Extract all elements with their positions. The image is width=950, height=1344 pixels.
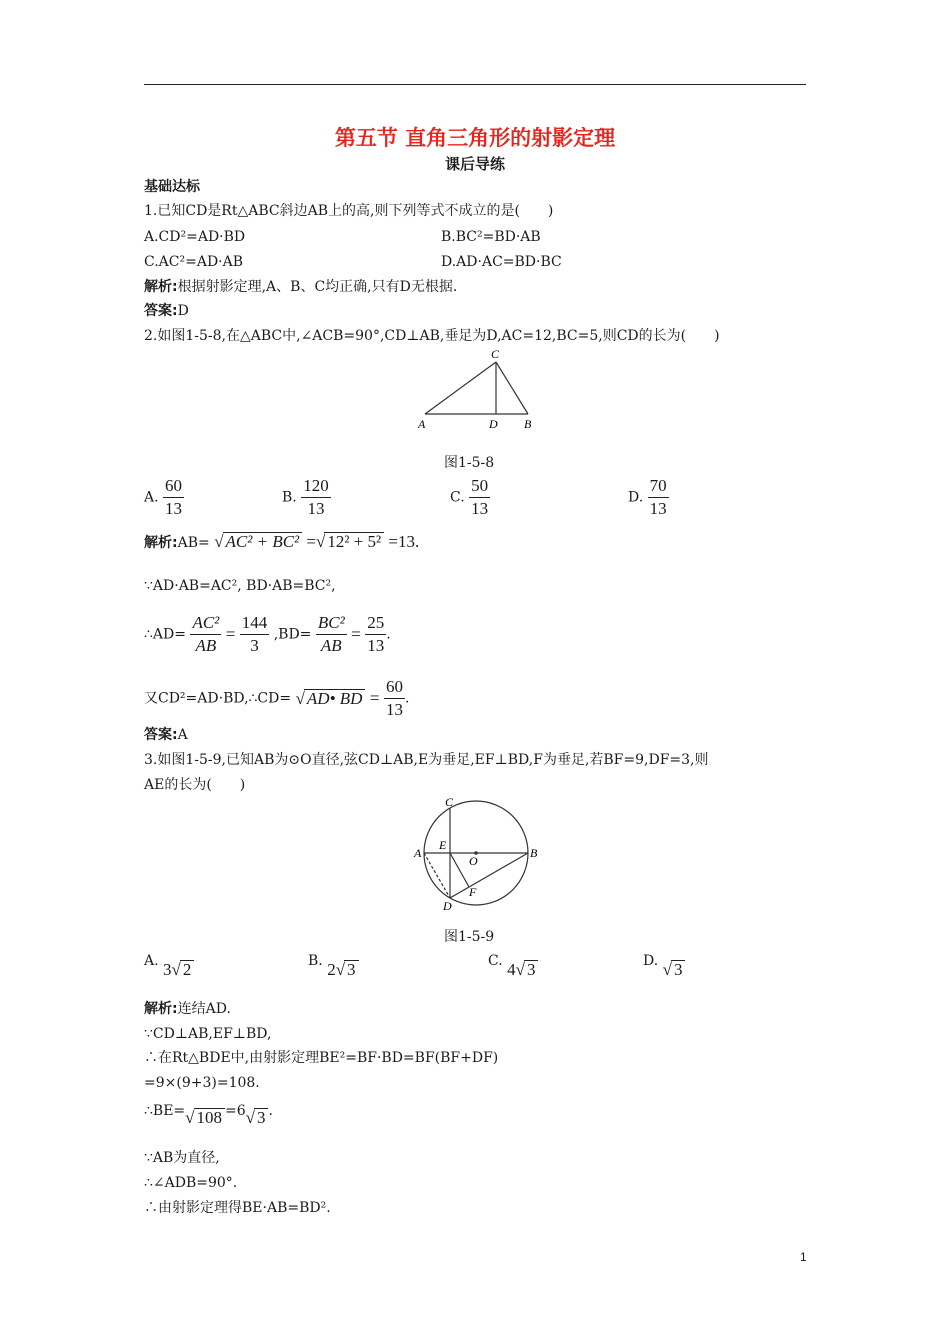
frac-num: 70 xyxy=(648,475,669,498)
coef: 4 xyxy=(507,960,516,979)
q1-answer-label: 答案: xyxy=(144,303,178,319)
label-d: D xyxy=(489,417,498,431)
frac-den: AB xyxy=(320,636,342,655)
page-title: 第五节 直角三角形的射影定理 xyxy=(334,126,616,150)
coef: 3 xyxy=(163,960,172,979)
page-number: 1 xyxy=(800,1250,807,1264)
q2-because: ∵AD·AB=AC², BD·AB=BC², xyxy=(144,578,336,594)
label-f: F xyxy=(469,885,477,899)
radicand: AD• BD xyxy=(304,689,366,708)
q2-answer-label: 答案: xyxy=(144,727,178,743)
frac-den: 13 xyxy=(471,499,489,518)
q3-option-d: D. √ 3 xyxy=(643,952,685,972)
section-heading: 基础达标 xyxy=(144,179,200,195)
radicand: AC² + BC² xyxy=(223,532,303,551)
label-c: C xyxy=(445,795,454,809)
q2-option-a xyxy=(144,475,184,520)
q3-line3: =9×(9+3)=108. xyxy=(144,1075,260,1091)
frac-num: 144 xyxy=(240,612,270,635)
figure-caption-1-5-8: 图1-5-8 xyxy=(444,455,495,471)
q3-option-d-letter: D. xyxy=(643,953,659,969)
radicand: 3 xyxy=(524,960,539,979)
q2-option-a-frac xyxy=(163,475,184,520)
q1-answer xyxy=(144,302,189,320)
q2-option-c-frac xyxy=(469,475,490,520)
frac-den: AB xyxy=(195,636,217,655)
q2-answer xyxy=(144,726,188,744)
q3-analysis-text: 连结AD. xyxy=(177,1001,231,1017)
frac-num: AC² xyxy=(190,612,221,635)
q2-option-c-letter: C. xyxy=(450,489,465,506)
label-b: B xyxy=(524,417,532,431)
triangle-figure xyxy=(410,344,540,434)
q2-cd: 又CD²=AD·BD,∴CD= √ AD• BD = $\frac{60}{13}$ . xyxy=(144,677,410,719)
q2-stem: 2.如图1-5-8,在△ABC中,∠ACB=90°,CD⊥AB,垂足为D,AC=12,BC=5,则CD的长为( ) xyxy=(144,328,720,344)
radicand: 3 xyxy=(344,960,359,979)
frac-den: 3 xyxy=(250,636,259,655)
q1-analysis-text: 根据射影定理,A、B、C均正确,只有D无根据. xyxy=(177,279,458,295)
radicand: 12² + 5² xyxy=(324,532,384,551)
q3-analysis-label: 解析: xyxy=(144,1001,178,1017)
q2-therefore-prefix: ∴AD= xyxy=(144,626,186,643)
q3-option-b-letter: B. xyxy=(308,953,323,969)
label-e: E xyxy=(439,838,447,852)
q2-option-c xyxy=(450,475,490,520)
q3-line2: ∴在Rt△BDE中,由射影定理BE²=BF·BD=BF(BF+DF) xyxy=(144,1050,499,1066)
segment-ef xyxy=(450,853,469,887)
q3-be-mid: =6 xyxy=(225,1103,246,1119)
q2-ab-result: =13 xyxy=(388,532,415,551)
q2-ad-bd: ∴AD= $\frac{\text{AC²}}{AB}$ = $\frac{144}{3}$ ,BD= $\frac{\text{BC²}}{AB}$ = $\frac{25}{13}$ . xyxy=(144,613,391,655)
q2-analysis-label: 解析: xyxy=(144,535,178,551)
page-subtitle: 课后导练 xyxy=(444,155,505,173)
q3-stem-line1: 3.如图1-5-9,已知AB为⊙O直径,弦CD⊥AB,E为垂足,EF⊥BD,F为垂足,若BF=9,DF=3,则 xyxy=(144,752,709,768)
q1-answer-value: D xyxy=(177,303,189,319)
q2-option-a-letter: A. xyxy=(144,489,159,506)
q3-be-line: ∴BE=√ 108 =6√ 3 . xyxy=(144,1103,273,1127)
q3-analysis xyxy=(144,1000,231,1018)
header-rule xyxy=(144,84,806,85)
q2-option-d xyxy=(628,475,669,520)
q1-option-c: C.AC²=AD·AB xyxy=(144,254,244,270)
frac-num: 50 xyxy=(469,475,490,498)
q3-be-prefix: ∴BE= xyxy=(144,1103,186,1119)
frac-ad xyxy=(190,612,221,657)
frac-num: 25 xyxy=(365,612,386,635)
frac-den: 13 xyxy=(307,499,325,518)
label-b: B xyxy=(530,846,538,860)
q2-ab-prefix: AB= xyxy=(177,535,210,551)
q2-bd-prefix: ,BD= xyxy=(273,626,312,643)
q2-option-b-frac xyxy=(301,475,331,520)
q3-line5: ∵AB为直径, xyxy=(144,1150,220,1166)
q3-option-c-letter: C. xyxy=(488,953,503,969)
q1-stem: 1.已知CD是Rt△ABC斜边AB上的高,则下列等式不成立的是( ) xyxy=(144,203,554,219)
q2-option-d-frac xyxy=(648,475,669,520)
q1-analysis xyxy=(144,278,457,296)
label-a: A xyxy=(414,846,422,860)
q3-option-a-letter: A. xyxy=(144,953,159,969)
frac-num: BC² xyxy=(316,612,347,635)
segment-cb xyxy=(496,362,528,414)
q2-analysis-ab xyxy=(144,532,419,552)
q3-option-a: A. 3√ 2 xyxy=(144,952,194,972)
frac-num: 120 xyxy=(301,475,331,498)
figure-caption-1-5-9: 图1-5-9 xyxy=(444,929,495,945)
frac-den: 13 xyxy=(649,499,667,518)
radicand: 3 xyxy=(671,960,686,979)
q1-option-a: A.CD²=AD·BD xyxy=(144,229,246,245)
frac-den: 13 xyxy=(165,499,183,518)
segment-bd xyxy=(450,853,528,898)
radicand: 108 xyxy=(194,1108,226,1127)
q3-line1: ∵CD⊥AB,EF⊥BD, xyxy=(144,1026,272,1042)
frac-ad-value xyxy=(240,612,270,657)
coef: 2 xyxy=(327,960,336,979)
q3-stem-line2: AE的长为( ) xyxy=(144,777,246,793)
q3-line7: ∴由射影定理得BE·AB=BD². xyxy=(144,1200,331,1216)
q2-cd-prefix: 又CD²=AD·BD,∴CD= xyxy=(144,690,292,707)
q1-analysis-label: 解析: xyxy=(144,279,178,295)
label-d: D xyxy=(443,899,452,913)
radicand: 3 xyxy=(254,1108,269,1127)
q2-answer-value: A xyxy=(177,727,188,743)
q3-option-b: B. 2√ 3 xyxy=(308,952,359,972)
circle-figure xyxy=(408,792,548,914)
q3-option-c: C. 4√ 3 xyxy=(488,952,538,972)
frac-bd-value xyxy=(365,612,386,657)
q2-option-b-letter: B. xyxy=(282,489,297,506)
q2-option-b xyxy=(282,475,331,520)
segment-ac xyxy=(425,362,496,414)
frac-num: 60 xyxy=(163,475,184,498)
q1-option-d: D.AD·AC=BD·BC xyxy=(441,254,562,270)
segment-ad-dashed xyxy=(424,853,450,898)
frac-num: 60 xyxy=(384,676,405,699)
frac-den: 13 xyxy=(367,636,385,655)
frac-den: 13 xyxy=(385,700,403,719)
q2-ab-formula: √ AC² + BC² =√ 12² + 5² =13. xyxy=(214,532,420,551)
label-a: A xyxy=(418,417,426,431)
label-c: C xyxy=(491,347,500,361)
radicand: 2 xyxy=(180,960,195,979)
q1-option-b: B.BC²=BD·AB xyxy=(441,229,541,245)
q2-option-d-letter: D. xyxy=(628,489,644,506)
label-o: O xyxy=(469,854,478,868)
q3-line6: ∴∠ADB=90°. xyxy=(144,1175,238,1191)
frac-cd-value xyxy=(384,676,405,721)
frac-bd xyxy=(316,612,347,657)
